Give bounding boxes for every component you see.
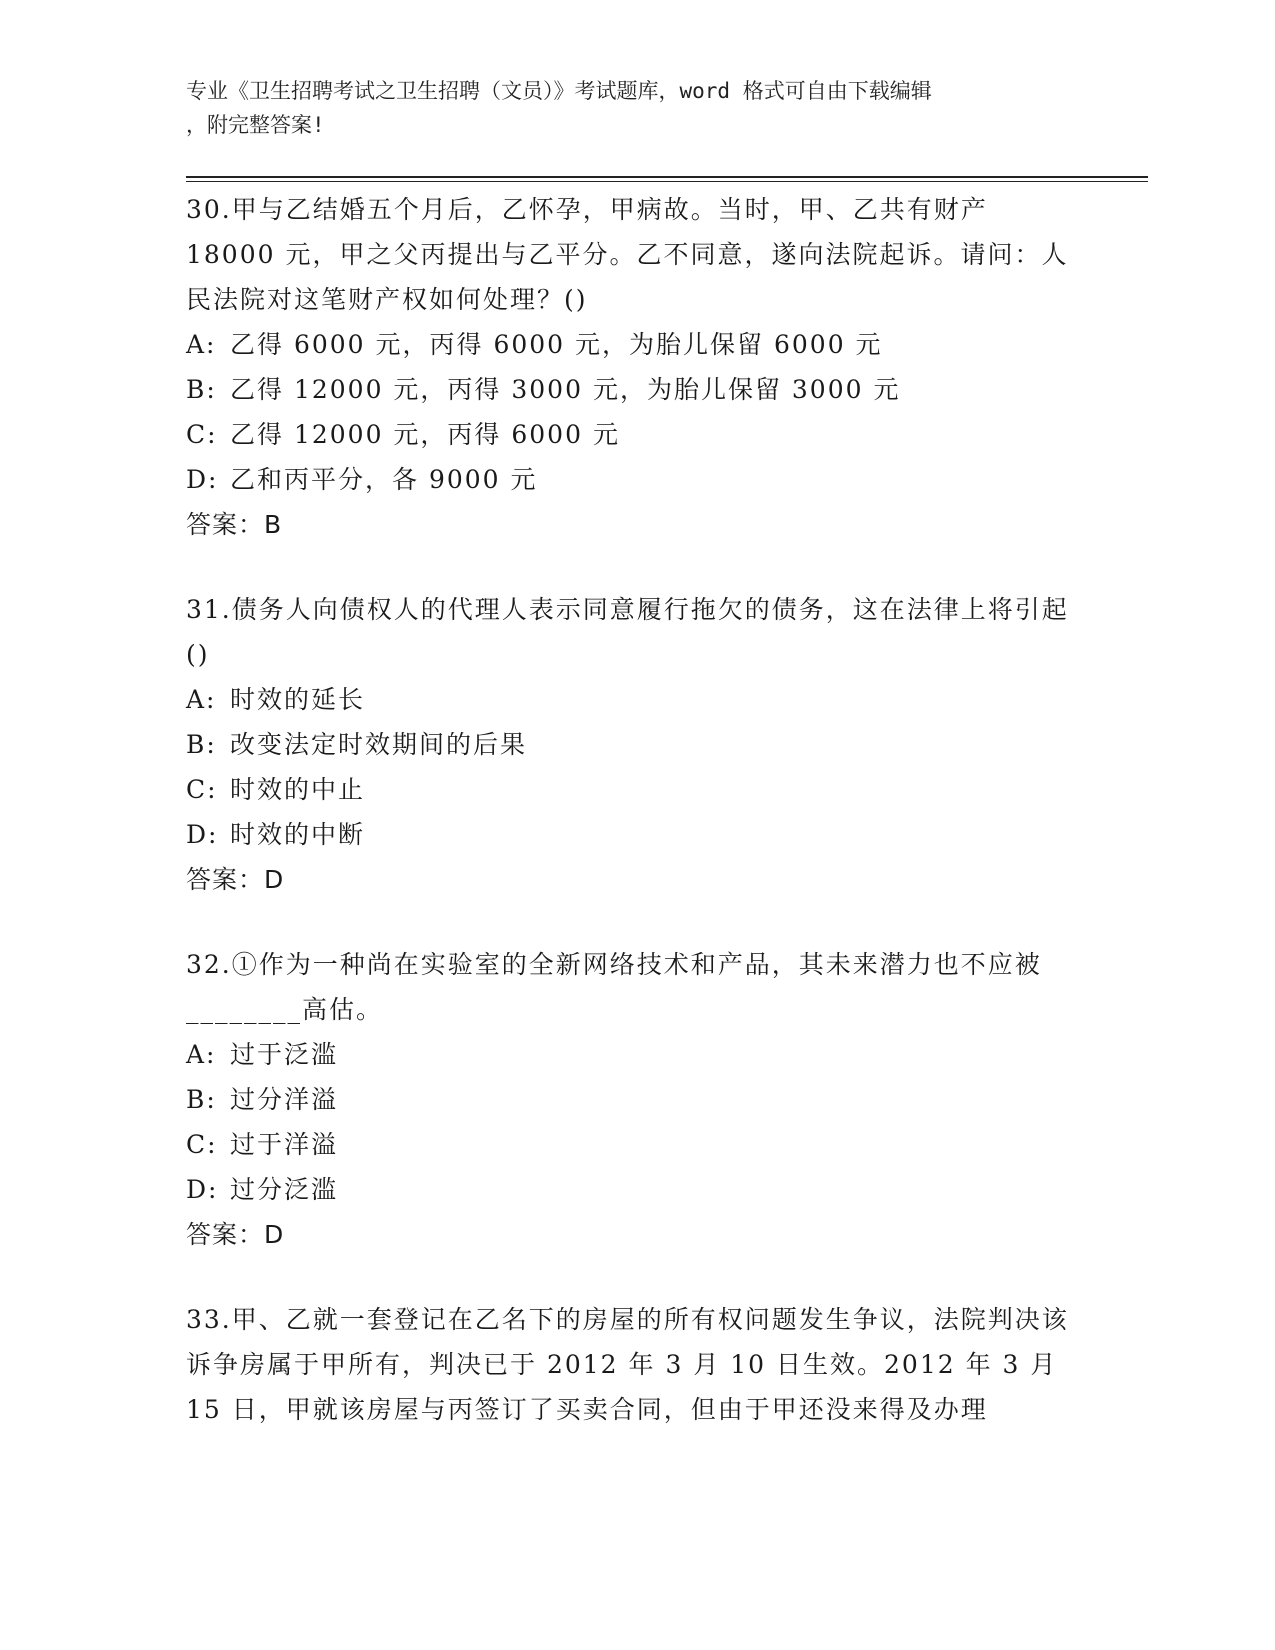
option-text: 乙得 6000 元，丙得 6000 元，为胎儿保留 6000 元 xyxy=(230,330,883,359)
option-d xyxy=(186,1167,1086,1212)
option-text: 乙得 12000 元，丙得 6000 元 xyxy=(230,420,620,449)
question-31 xyxy=(186,587,1086,902)
option-a xyxy=(186,677,1086,722)
question-list xyxy=(186,187,1086,1472)
option-key: C: xyxy=(186,775,218,804)
option-key: D: xyxy=(186,1175,219,1204)
option-d xyxy=(186,457,1086,502)
option-c xyxy=(186,767,1086,812)
header-divider-thick xyxy=(186,176,1148,178)
option-a xyxy=(186,322,1086,367)
question-text: 33.甲、乙就一套登记在乙名下的房屋的所有权问题发生争议，法院判决该诉争房属于甲所有，判决已于 2012 年 3 月 10 日生效。2012 年 3 月 15 日，甲就该房屋与丙签订了买卖合同，但由于甲还没来得及办理 xyxy=(186,1305,1069,1424)
option-c xyxy=(186,412,1086,457)
option-text: 过于泛滥 xyxy=(230,1040,339,1069)
option-text: 过分泛滥 xyxy=(230,1175,339,1204)
question-33 xyxy=(186,1297,1086,1432)
option-text: 时效的中止 xyxy=(230,775,366,804)
question-text: 30.甲与乙结婚五个月后，乙怀孕，甲病故。当时，甲、乙共有财产 18000 元，甲之父丙提出与乙平分。乙不同意，遂向法院起诉。请问：人民法院对这笔财产权如何处理？() xyxy=(186,195,1069,314)
option-text: 过分洋溢 xyxy=(230,1085,339,1114)
option-text: 改变法定时效期间的后果 xyxy=(230,730,528,759)
option-key: A: xyxy=(186,1040,217,1069)
option-text: 时效的中断 xyxy=(230,820,366,849)
answer-line: 答案：D xyxy=(186,1220,285,1249)
option-key: C: xyxy=(186,1130,218,1159)
question-30 xyxy=(186,187,1086,547)
question-32 xyxy=(186,942,1086,1257)
option-text: 乙和丙平分，各 9000 元 xyxy=(230,465,538,494)
option-text: 乙得 12000 元，丙得 3000 元，为胎儿保留 3000 元 xyxy=(230,375,901,404)
option-key: B: xyxy=(186,1085,217,1114)
option-b xyxy=(186,1077,1086,1122)
option-c xyxy=(186,1122,1086,1167)
option-text: 时效的延长 xyxy=(230,685,366,714)
option-d xyxy=(186,812,1086,857)
header-divider-thin xyxy=(186,181,1148,182)
page-header xyxy=(186,74,1066,142)
answer-line: 答案：D xyxy=(186,865,285,894)
option-key: A: xyxy=(186,685,217,714)
option-key: B: xyxy=(186,730,217,759)
header-line-2: ，附完整答案! xyxy=(186,113,325,137)
header-line-1: 专业《卫生招聘考试之卫生招聘（文员）》考试题库，word 格式可自由下载编辑 xyxy=(186,79,932,103)
option-key: D: xyxy=(186,820,219,849)
option-b xyxy=(186,367,1086,412)
question-text: 32.①作为一种尚在实验室的全新网络技术和产品，其未来潜力也不应被________高估。 xyxy=(186,950,1042,1024)
option-a xyxy=(186,1032,1086,1077)
option-key: B: xyxy=(186,375,217,404)
question-text: 31.债务人向债权人的代理人表示同意履行拖欠的债务，这在法律上将引起() xyxy=(186,595,1069,669)
option-text: 过于洋溢 xyxy=(230,1130,339,1159)
option-key: C: xyxy=(186,420,218,449)
answer-line: 答案：B xyxy=(186,510,283,539)
option-key: A: xyxy=(186,330,217,359)
option-key: D: xyxy=(186,465,219,494)
option-b xyxy=(186,722,1086,767)
